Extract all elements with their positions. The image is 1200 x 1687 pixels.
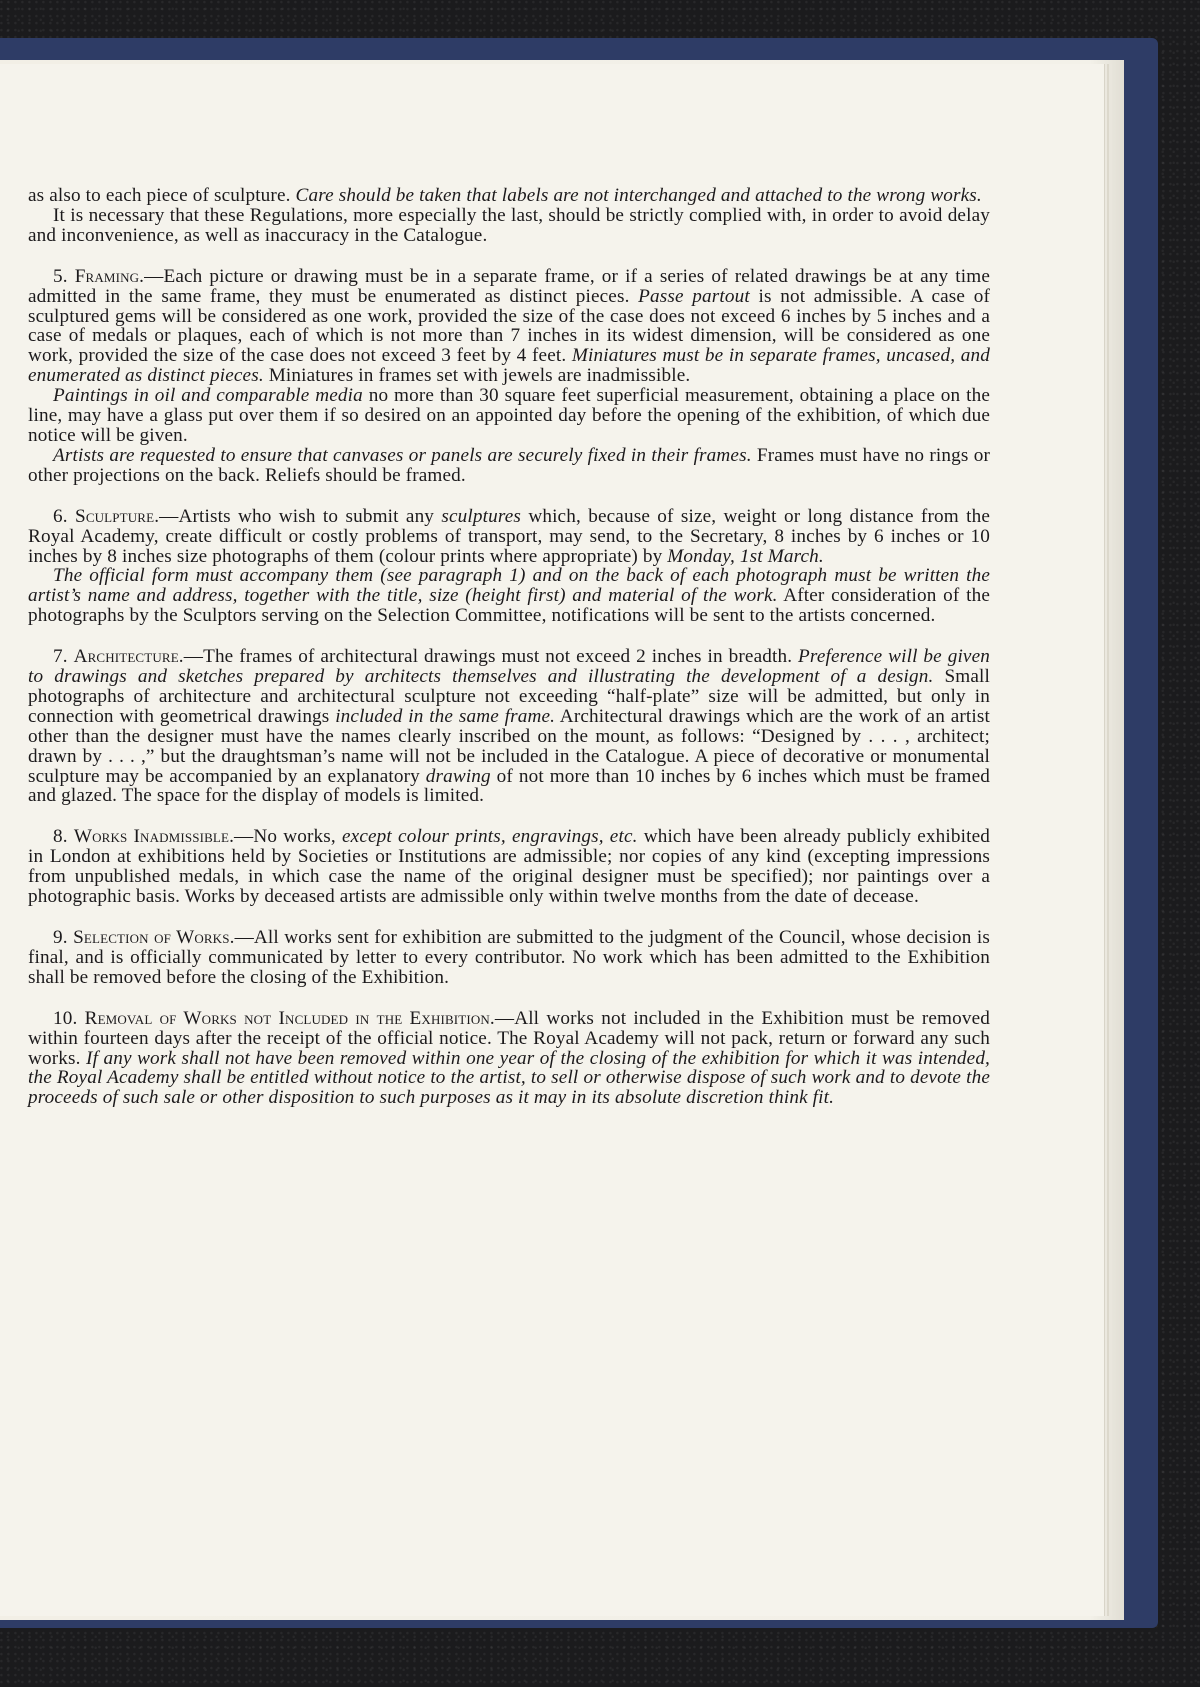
section-title: Sculpture. xyxy=(75,505,160,527)
section-7-architecture: 7. Architecture.—The frames of architectural drawings must not exceed 2 inches in breadth. Preference will be given to drawings and sketches prepared by architects themselves and illustrating the development of a design. Small photographs of architecture and architectural sculpture not exceeding “half-plate” size will be admitted, but only in connection with geometrical drawings included in the same frame. Architectural drawings which are the work of an artist other than the designer must have the names clearly inscribed on the mount, as follows: “Designed by . . . , architect; drawn by . . . ,” but the draughtsman’s name will not be included in the Catalogue. A piece of decorative or monumental sculpture may be accompanied by an explanatory drawing of not more than 10 inches by 6 inches which must be framed and glazed. The space for the display of models is limited. xyxy=(28,646,991,807)
section-5-framing: 5. Framing.—Each picture or drawing must be in a separate frame, or if a series of related drawings be at any time admitted in the same frame, they must be enumerated as distinct pieces. Passe partout is not admissible. A case of sculptured gems will be considered as one work, provided the size of the case does not exceed 6 inches by 5 inches and a case of medals or plaques, each of which is not more than 7 inches in its widest dimension, will be considered as one work, provided the size of the case does not exceed 3 feet by 4 feet. Miniatures must be in separate frames, uncased, and enumerated as distinct pieces. Miniatures in frames set with jewels are inadmissible. xyxy=(28,265,990,387)
section-title: Selection of Works. xyxy=(73,927,235,948)
page-text xyxy=(28,186,990,1108)
intro-paragraph-2: It is necessary that these Regulations, more especially the last, should be strictly complied with, in order to avoid delay and inconvenience, as well as inaccuracy in the Catalogue. xyxy=(28,204,990,246)
section-title: Removal of Works not Included in the Exhibition. xyxy=(84,1007,495,1029)
section-6-sculpture: 6. Sculpture.—Artists who wish to submit any sculptures which, because of size, weight or long distance from the Royal Academy, create difficult or costly problems of transport, may send, to the Secretary, 8 inches by 6 inches or 10 inches by 8 inches size photographs of them (colour prints where appropriate) by Monday, 1st March. xyxy=(28,505,991,567)
section-title: Framing. xyxy=(74,265,145,287)
section-8-works-inadmissible: 8. Works Inadmissible.—No works, except colour prints, engravings, etc. which have been already publicly exhibited in London at exhibitions held by Societies or Institutions are admissible; nor copies of any kind (excepting impressions from unpublished medals, in which case the name of the original designer must be specified); nor paintings over a photographic basis. Works by deceased artists are admissible only within twelve months from the date of decease. xyxy=(28,826,991,908)
section-9-selection-of-works: 9. Selection of Works.—All works sent for exhibition are submitted to the judgment of the Council, whose decision is final, and is officially communicated by letter to every contributor. No work which has been admitted to the Exhibition shall be removed before the closing of the Exhibition. xyxy=(28,927,990,988)
section-5-paragraph-2: Paintings in oil and comparable media no more than 30 square feet superficial measurement, obtaining a place on the line, may have a glass put over them if so desired on an appointed day before the opening of the exhibition, of which due notice will be given. xyxy=(28,385,990,446)
section-title: Architecture. xyxy=(73,646,184,668)
section-10-removal-of-works: 10. Removal of Works not Included in the Exhibition.—All works not included in the Exhibition must be removed within fourteen days after the receipt of the official notice. The Royal Academy will not pack, return or forward any such works. If any work shall not have been removed within one year of the closing of the exhibition for which it was intended, the Royal Academy shall be entitled without notice to the artist, to sell or otherwise dispose of such work and to devote the proceeds of such sale or other disposition to such purposes as it may in its absolute discretion think fit. xyxy=(28,1007,991,1109)
section-6-paragraph-2: The official form must accompany them (see paragraph 1) and on the back of each photograph must be written the artist’s name and address, together with the title, size (height first) and material of the work. After consideration of the photographs by the Sculptors serving on the Selection Committee, notifications will be sent to the artists concerned. xyxy=(28,565,991,627)
section-title: Works Inadmissible. xyxy=(73,826,235,848)
intro-paragraph: as also to each piece of sculpture. Care should be taken that labels are not interchanged and attached to the wrong works. xyxy=(28,185,982,206)
section-5-paragraph-3: Artists are requested to ensure that canvases or panels are securely fixed in their frames. Frames must have no rings or other projections on the back. Reliefs should be framed. xyxy=(28,444,990,486)
